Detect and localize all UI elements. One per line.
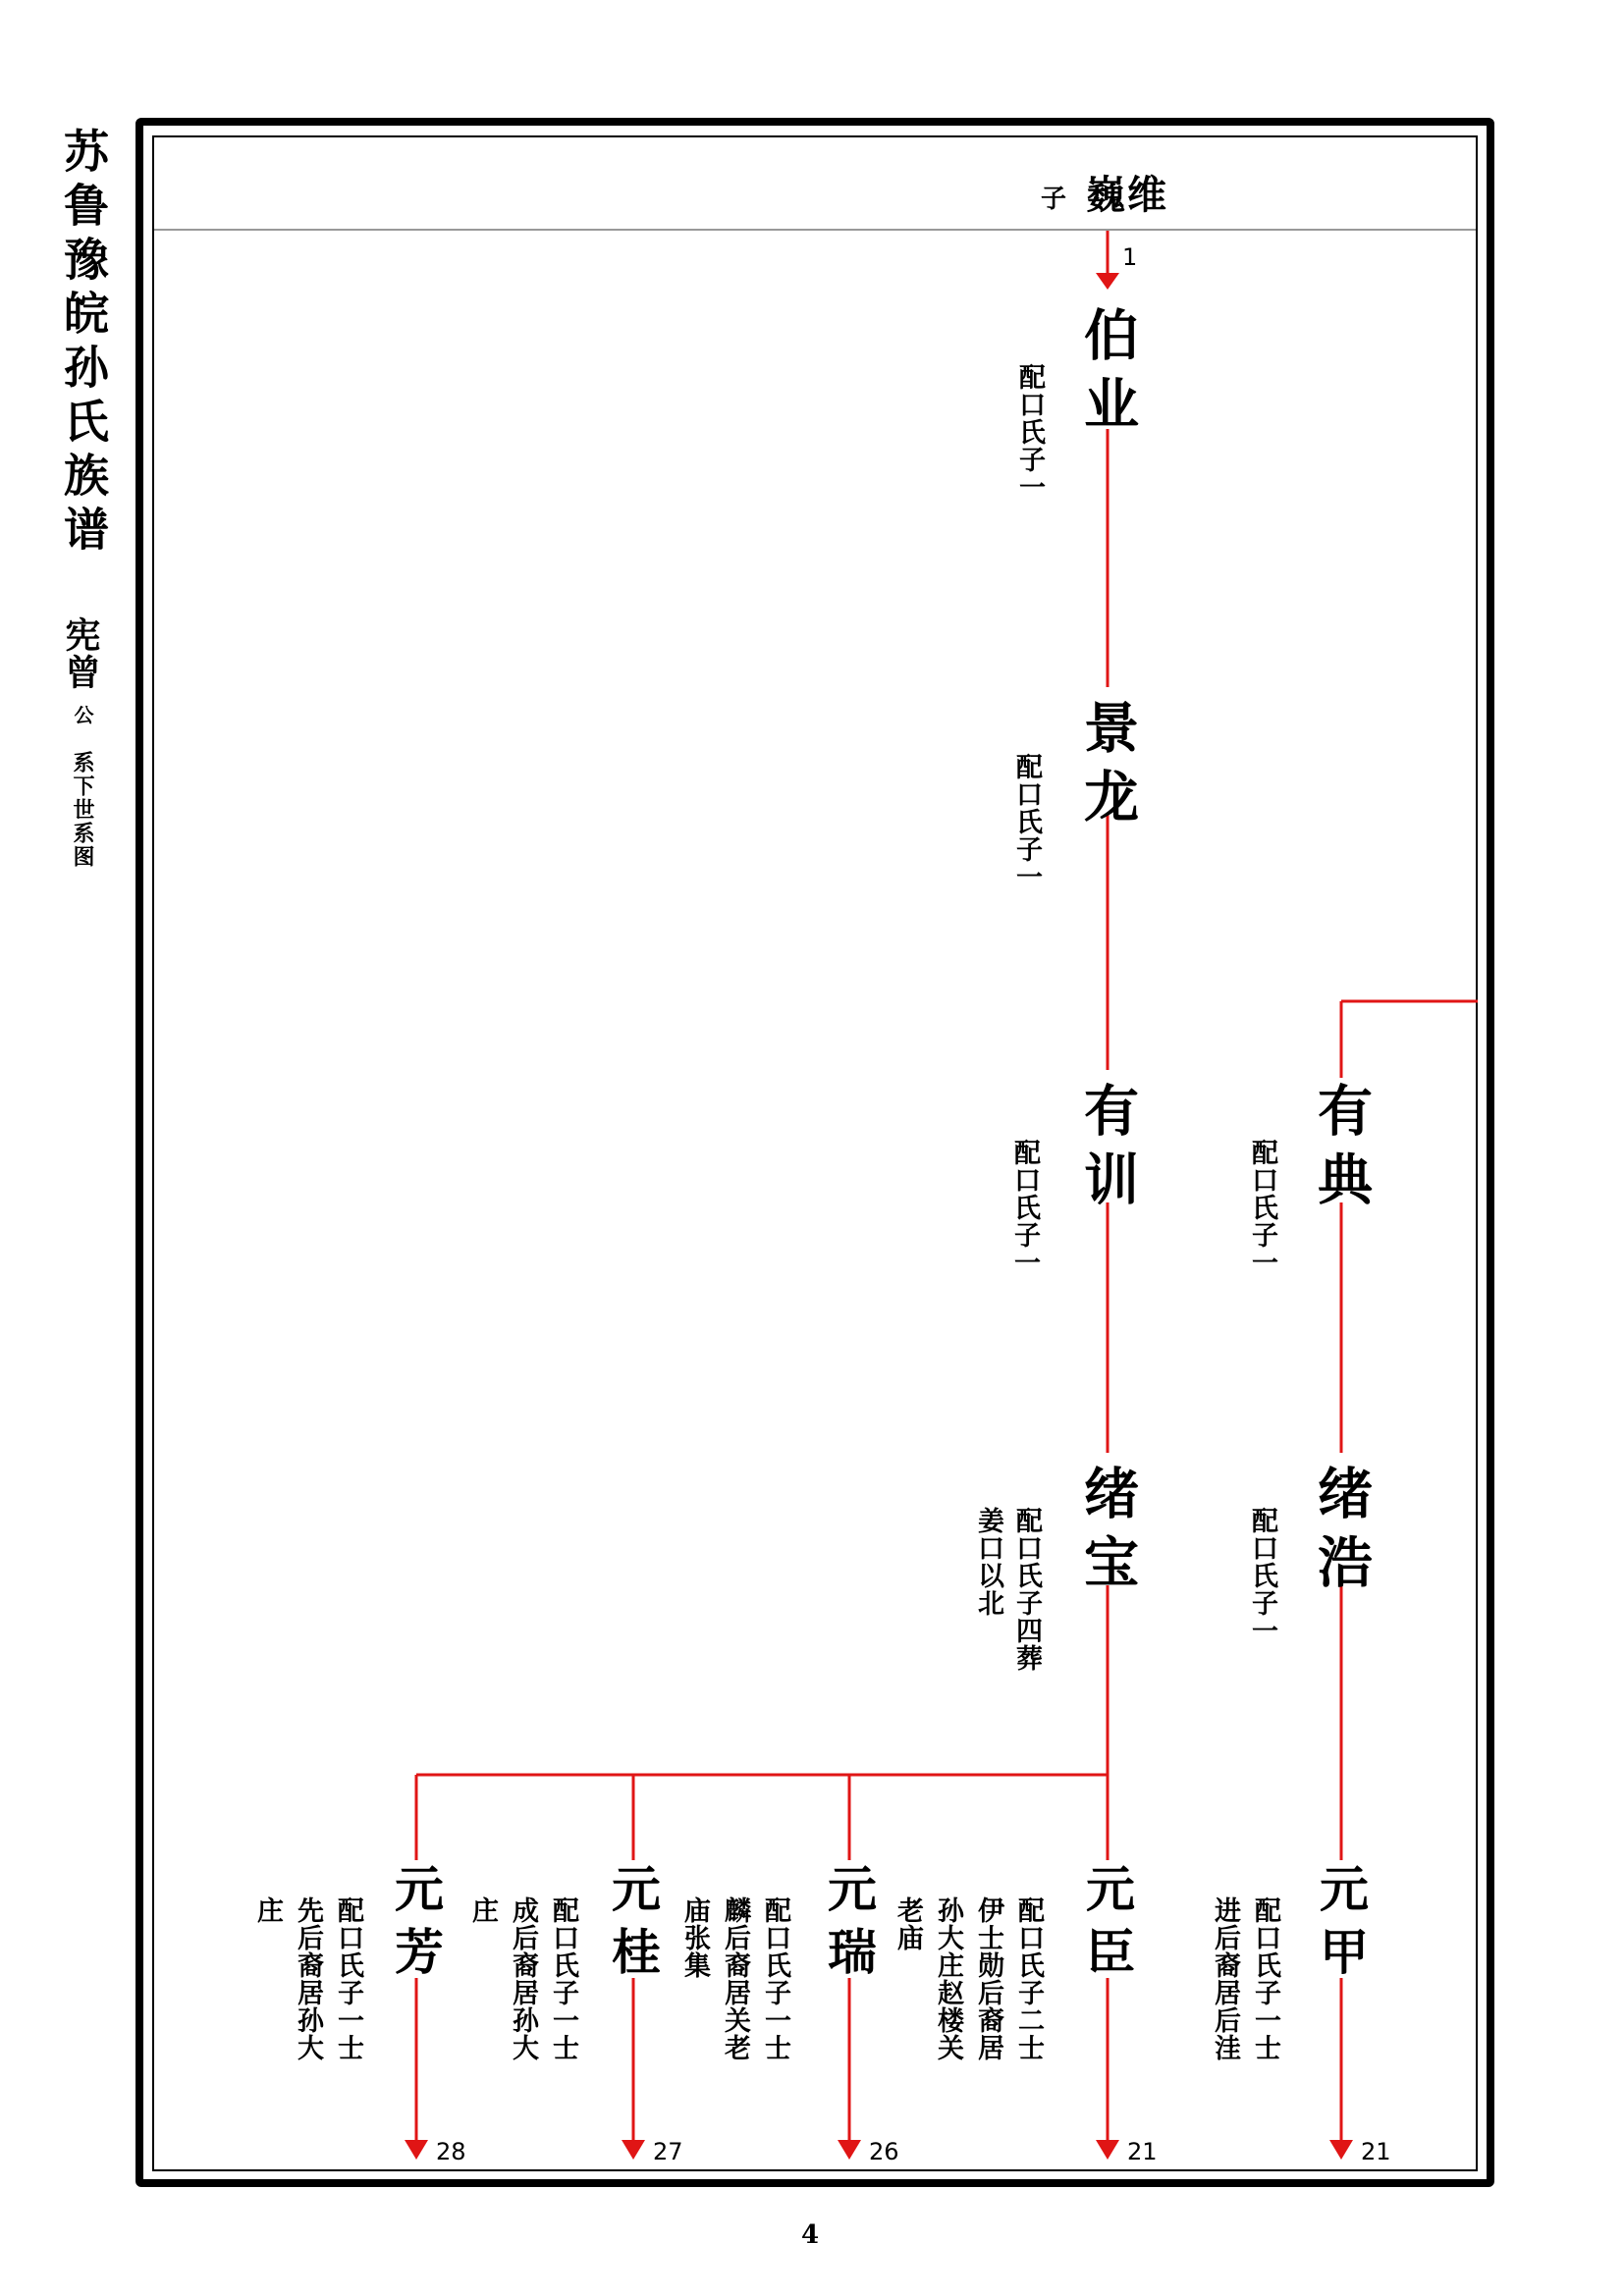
person-note-yuanrui-col3: 庙张集: [679, 1896, 710, 1979]
person-note-yuanjia-col2: 进后裔居后洼: [1210, 1896, 1240, 2061]
person-note-yuanrui-col2: 麟后裔居关老: [720, 1896, 750, 2061]
person-note-xubao-col1: 配口氏子四葬: [1011, 1507, 1042, 1672]
person-note-yuangui-col3: 庄: [467, 1896, 498, 1924]
arrow-label-yuanjia: 21: [1361, 2138, 1391, 2165]
arrow-label-yuanfang: 28: [436, 2138, 466, 2165]
person-name-yuanrui: 元瑞: [820, 1863, 878, 1989]
person-name-boye: 伯业: [1075, 306, 1140, 444]
person-note-boye: 配口氏子一: [1014, 363, 1045, 501]
person-name-jinglong: 景龙: [1075, 699, 1140, 836]
person-name-youxun: 有训: [1075, 1082, 1140, 1219]
person-name-xuhao: 绪浩: [1309, 1465, 1374, 1602]
person-name-xubao: 绪宝: [1075, 1465, 1140, 1602]
person-note-yuanrui-col1: 配口氏子一士: [760, 1896, 790, 2061]
header-name: 巍维: [1086, 172, 1168, 218]
arrow-head-yuanrui: [838, 2140, 861, 2160]
person-note-yuangui-col1: 配口氏子一士: [548, 1896, 578, 2061]
person-note-youxun: 配口氏子一: [1009, 1139, 1040, 1276]
person-name-youdian: 有典: [1309, 1082, 1374, 1219]
person-note-yuanchen-col2: 伊士勋后裔居: [973, 1896, 1003, 2061]
section-title: 系下世系图: [70, 751, 95, 869]
person-note-yuanfang-col2: 先后裔居孙大: [293, 1896, 323, 2061]
arrow-label-top: 1: [1122, 243, 1138, 271]
arrow-head-yuanfang: [405, 2140, 428, 2160]
person-note-yuanfang-col1: 配口氏子一士: [333, 1896, 363, 2061]
header-prefix: 子: [1041, 185, 1067, 214]
page-number: 4: [801, 2220, 820, 2250]
ancestor-name: 宪曾: [60, 616, 101, 691]
person-note-yuanfang-col3: 庄: [252, 1896, 283, 1924]
person-name-yuangui: 元桂: [604, 1863, 662, 1989]
person-note-yuangui-col2: 成后裔居孙大: [508, 1896, 538, 2061]
person-note-youdian: 配口氏子一: [1247, 1139, 1277, 1276]
person-name-yuanjia: 元甲: [1312, 1863, 1370, 1989]
person-note-xubao-col2: 姜口以北: [973, 1507, 1003, 1617]
person-name-yuanfang: 元芳: [387, 1863, 445, 1989]
arrow-head-top: [1096, 273, 1119, 290]
arrow-head-yuangui: [622, 2140, 645, 2160]
person-note-yuanchen-col1: 配口氏子二士: [1013, 1896, 1044, 2061]
arrow-head-yuanjia: [1329, 2140, 1353, 2160]
person-note-xuhao: 配口氏子一: [1247, 1507, 1277, 1644]
ancestor-honorific: 公: [71, 705, 94, 724]
arrow-label-yuanrui: 26: [869, 2138, 899, 2165]
person-note-jinglong: 配口氏子一: [1011, 753, 1042, 890]
arrow-label-yuanchen: 21: [1127, 2138, 1158, 2165]
person-name-yuanchen: 元臣: [1078, 1863, 1136, 1989]
person-note-yuanjia-col1: 配口氏子一士: [1250, 1896, 1280, 2061]
arrow-head-yuanchen: [1096, 2140, 1119, 2160]
person-note-yuanchen-col4: 老庙: [893, 1896, 923, 1951]
book-title: 苏鲁豫皖孙氏族谱: [57, 128, 110, 560]
person-note-yuanchen-col3: 孙大庄赵楼关: [933, 1896, 963, 2061]
arrow-label-yuangui: 27: [653, 2138, 683, 2165]
